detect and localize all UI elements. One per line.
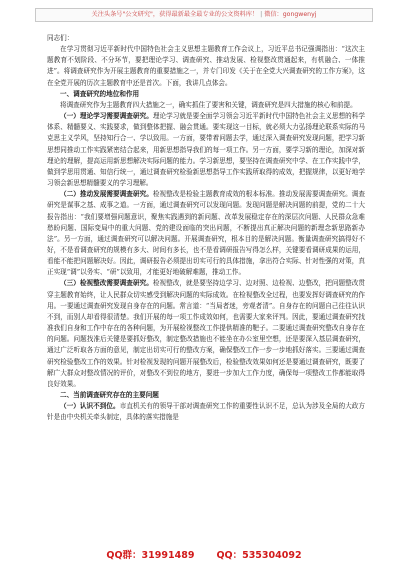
theory-study-text: 理论学习就是要全面学习领会习近平新时代中国特色社会主义思想的科学体系、精髓要义、实践要求，做到整体把握、融会贯通。要实现这一目标，就必须大力弘扬理论联系实际的马克思主义学风，坚持知行合一、学以致用。一方面，要带着问题去学，通过深入调查研究发现问题，把学习新思想同推动工作实践紧密结合起来，用新思想指导我们的每一项工作。另一方面，要学习新的理论，加深对新理论的理解，提高运用新思想解决实际问题的能力。: [47, 112, 365, 165]
paragraph-theory-study: [47, 111, 365, 189]
section-heading-1: 一、调查研究的地位和作用: [60, 89, 140, 98]
insufficient-understanding-text: 市直机关有的领导干部对调查研究工作的重要性认识不足，总认为涉及全局的大政方针是由中央机关牵头制定，具体的落实措施是: [47, 402, 365, 422]
section-heading-2: 二、当前调查研究存在的主要问题: [60, 391, 159, 399]
contact-footer: [0, 548, 408, 564]
inspection-rectification-text: 检视整改，就是要坚持边学习、边对照、边检视、边整改，把问题整改贯穿主题教育始终，让人民群众切实感受到解决问题的实际成效。在检视整改全过程，也要发挥好调查研究的作用。一要通过调查研究发现自身存在的问题。常言道：“当局者迷，旁观者清”。自身存在的问题自己往往认识不到，而别人却看得很清楚。我们开展的每一项工作成效如何，也需要大家来评判。因此，要通过调查研究找准我们自身和工作中存在的各种问题，为开展检视整改工作提供精准的靶子。二要通过调查研究整改自身存在的问题。问题找准后关键是要抓好整改，制定整改措施也不能坐在办公室里空想，还是要深入基层调查研究，通过广泛听取各方面的意见，制定出切实可行的整改方案，确保整改工作一步一步地抓好落实。三要通过调查研究检验整改工作的效果。针对检视发现的问题开展整改后，检验整改效果如何还是要通过调查研究，既要了解广大群众对整改情况的评价，对整改不到位的地方，要进一步加大工作力度，确保每一项整改工作都能取得良好效果。: [47, 279, 365, 388]
qq-number: QQ：535304092: [216, 550, 302, 561]
subheading-insufficient-understanding: （一）认识不到位。: [60, 402, 120, 411]
banner-separator: |: [260, 11, 263, 18]
paragraph-promote-development: [47, 189, 365, 278]
subheading-inspection-rectification: （三）检视整改需要调查研究。: [60, 279, 153, 288]
document-body: [47, 33, 365, 541]
banner-promo-text: 关注头条号"公文研究"，获得最新最全最专业的公文资料库！: [91, 11, 259, 18]
section-1-intro: 将调查研究作为主题教育四大措施之一，确实抓住了要害和关键，调查研究是四大措施的核心和前提。: [60, 100, 357, 109]
subheading-promote-development: （二）推动发展需要调查研究。: [60, 190, 153, 199]
theory-study-text-2: 学习新思想，要坚持在调查研究中学、在工作实践中学，做到学思用贯通、知信行统一，通过调查研究检验新思想指导工作实践所取得的成效，把握规律，以更好地学习领会新思想精髓要义的学习理解。: [47, 156, 365, 188]
intro-paragraph: 在学习贯彻习近平新时代中国特色社会主义思想主题教育工作会议上，习近平总书记强调指出：“这次主题教育不划阶段、不分环节，要把理论学习、调查研究、推动发展、检视整改贯通起来，有机融合、一体推进”。将调查研究作为开展主题教育的重要措施之一，并专门印发《关于在全党大兴调查研究的工作方案》，这在全党开展的历次主题教育中还是首次。下面，我讲几点体会。: [47, 45, 365, 87]
promote-development-text: 检视整改是检验主题教育成效的根本标准。推动发展需要调查研究。调查研究是谋事之基、成事之道。一方面，通过调查研究可以发现问题。发现问题是解决问题的前提，党的二十大报告指出：“我们要增强问题意识，聚焦实践遇到的新问题、改革发展稳定存在的深层次问题、人民群众急难愁盼问题、国际变局中的重大问题、党的建设面临的突出问题，不断提出真正解决问题的新理念新思路新办法”。另一方面，通过调查研究可以解决问题。开展调查研究，根本目的是解决问题。衡量调查研究搞得好不好，不是看调查研究的规模有多大、时间有多长，也不是看调研报告写得怎么样，关键要看调研成果的运用，看能不能把问题解决好。因此，调研报告必须提出切实可行的具体措施，拿出符合实际、针对性强的对策，真正实现“调”以务实、“研”以致用，才能更好地破解难题，推动工作。: [47, 190, 365, 277]
subheading-theory-study: （一）理论学习需要调查研究。: [60, 112, 153, 121]
qq-group-number: QQ群：31991489: [106, 550, 195, 561]
paragraph-inspection-rectification: [47, 278, 365, 390]
promo-banner: [35, 8, 373, 22]
banner-wechat-id: 微信：gongwenyj: [264, 11, 317, 18]
paragraph-insufficient-understanding: [47, 401, 365, 423]
salutation: 同志们：: [47, 34, 74, 42]
